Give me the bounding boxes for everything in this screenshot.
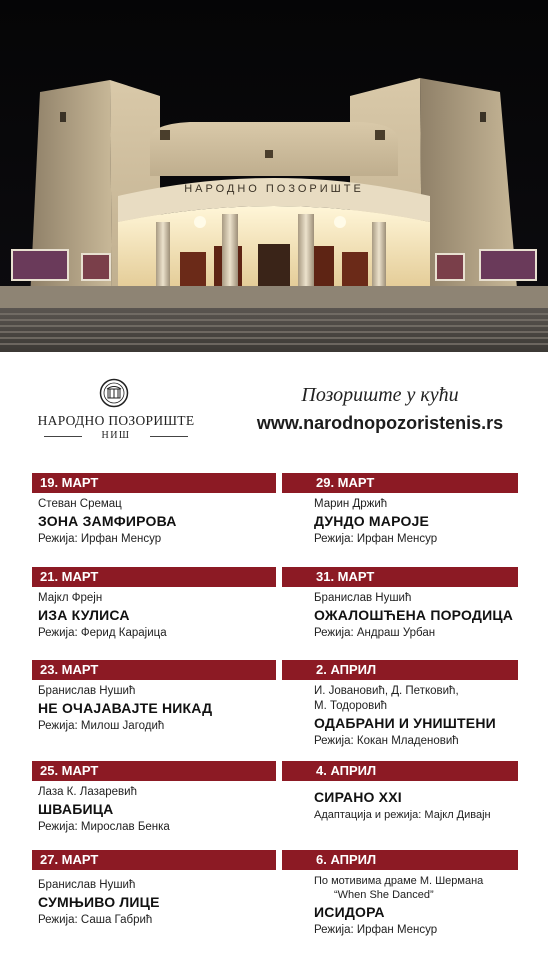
event-date: 6. АПРИЛ [308, 850, 518, 870]
event-title: ИСИДОРА [314, 904, 385, 920]
event-director: Адаптација и режија: Мајкл Дивајн [314, 809, 491, 821]
event-director: Режија: Мирослав Бенка [38, 821, 170, 833]
logo-city: НИШ [101, 430, 131, 441]
event-author: Стеван Сремац [38, 498, 122, 510]
event-item [308, 660, 518, 748]
event-author: И. Јовановић, Д. Петковић, [314, 685, 459, 697]
event-item [32, 660, 244, 733]
theatre-logo [36, 378, 196, 440]
event-director: Режија: Кокан Младеновић [314, 735, 459, 747]
event-item [308, 567, 518, 640]
event-director: Режија: Ирфан Менсур [314, 924, 438, 936]
event-author: Лаза К. Лазаревић [38, 786, 137, 798]
event-date: 29. МАРТ [308, 473, 518, 493]
event-director: Режија: Саша Габрић [38, 914, 153, 926]
event-date: 27. МАРТ [32, 850, 244, 870]
event-author: Марин Држић [314, 498, 388, 510]
theatre-emblem-icon [99, 378, 129, 408]
event-author: Бранислав Нушић [38, 685, 136, 697]
event-director: Режија: Андраш Урбан [314, 627, 436, 639]
event-author: Бранислав Нушић [38, 879, 136, 891]
event-item [32, 567, 244, 640]
event-title: ОЖАЛОШЋЕНА ПОРОДИЦА [314, 607, 514, 623]
theatre-building-illustration [0, 0, 548, 352]
event-item [32, 473, 244, 546]
event-title: ДУНДО МАРОЈЕ [314, 513, 430, 529]
event-director: Режија: Ферид Карајица [38, 627, 167, 639]
event-title: ИЗА КУЛИСА [38, 607, 130, 623]
event-date: 19. МАРТ [32, 473, 244, 493]
website-link[interactable]: www.narodnopozoristenis.rs [256, 413, 504, 433]
theatre-photo [0, 0, 548, 352]
logo-name: НАРОДНО ПОЗОРИШТЕ [37, 413, 195, 428]
event-item [308, 473, 518, 546]
event-title: ЗОНА ЗАМФИРОВА [38, 513, 177, 529]
event-item [32, 761, 244, 834]
logo-divider-right [150, 436, 188, 437]
event-title: СИРАНО XXI [314, 789, 402, 805]
event-item [308, 850, 518, 937]
event-author-line2: “When She Danced” [334, 889, 434, 901]
event-author: По мотивима драме М. Шермана [314, 875, 484, 887]
event-date: 25. МАРТ [32, 761, 244, 781]
event-date: 21. МАРТ [32, 567, 244, 587]
event-date: 2. АПРИЛ [308, 660, 518, 680]
event-title: ОДАБРАНИ И УНИШТЕНИ [314, 715, 496, 731]
event-date: 4. АПРИЛ [308, 761, 518, 781]
event-title: ШВАБИЦА [38, 801, 114, 817]
event-date: 23. МАРТ [32, 660, 244, 680]
event-author-line2: М. Тодоровић [314, 700, 388, 712]
event-author: Мајкл Фрејн [38, 592, 103, 604]
tagline: Позориште у кући [301, 384, 459, 406]
event-title: СУМЊИВО ЛИЦЕ [38, 894, 160, 910]
event-item [308, 761, 518, 822]
building-sign: НАРОДНО ПОЗОРИШТЕ [184, 183, 364, 195]
event-director: Режија: Ирфан Менсур [314, 533, 438, 545]
event-director: Режија: Ирфан Менсур [38, 533, 162, 545]
event-date: 31. МАРТ [308, 567, 518, 587]
event-title: НЕ ОЧАЈАВАЈТЕ НИКАД [38, 700, 213, 716]
event-author: Бранислав Нушић [314, 592, 412, 604]
event-director: Режија: Милош Јагодић [38, 720, 165, 732]
event-item [32, 850, 244, 927]
